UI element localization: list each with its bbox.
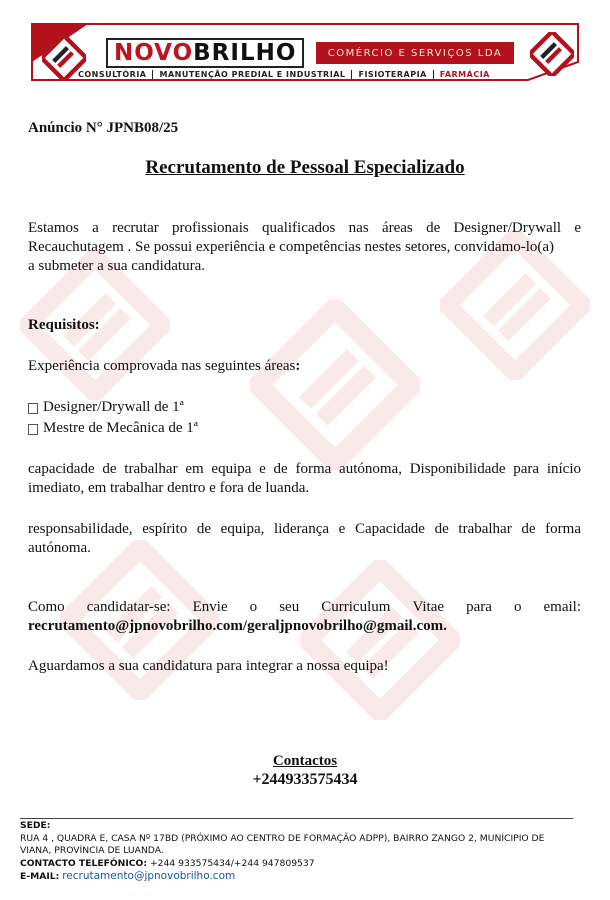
closing-sentence: Aguardamos a sua candidatura para integrar a nossa equipa!: [28, 658, 389, 674]
footer: [20, 820, 580, 884]
list-item-label: Designer/Drywall de 1ª: [43, 399, 184, 415]
apply-word: o: [513, 599, 522, 615]
brand-name-part1: NOVO: [114, 40, 194, 66]
company-logo-icon: [530, 32, 574, 76]
apply-word: seu: [279, 599, 300, 615]
how-to-apply: [28, 598, 581, 636]
letterhead: [28, 22, 582, 82]
experience-text: Experiência comprovada nas seguintes áreas: [28, 358, 296, 374]
service-item: FARMÁCIA: [439, 70, 490, 79]
contacts-phone[interactable]: +244933575434: [252, 771, 358, 788]
intro-line: Recauchutagem . Se possui experiência e competências nestes setores, convidamo-lo(a): [28, 239, 555, 255]
company-type-banner: COMÉRCIO E SERVIÇOS LDA: [316, 42, 514, 64]
paragraph-line: responsabilidade, espírito de equipa, liderança e Capacidade de trabalhar de forma: [28, 521, 581, 537]
watermark-logo: [300, 560, 460, 720]
watermark-logo: [250, 300, 420, 470]
apply-word: Como: [28, 599, 65, 615]
list-item-label: Mestre de Mecânica de 1ª: [43, 420, 198, 436]
phone-label: CONTACTO TELEFÓNICO:: [20, 857, 148, 869]
service-item: FISIOTERAPIA: [352, 70, 433, 79]
contacts-heading: Contactos: [272, 753, 338, 769]
page-title: Recrutamento de Pessoal Especializado: [145, 157, 465, 178]
paragraph-line: imediato, em trabalhar dentro e fora de luanda.: [28, 480, 310, 496]
apply-word: candidatar-se:: [86, 599, 171, 615]
sede-label: SEDE:: [20, 820, 51, 831]
apply-word: para: [466, 599, 492, 615]
address-line: RUA 4 , QUADRA E, CASA Nº 17BD (PRÓXIMO AO CENTRO DE FORMAÇÃO ADPP), BAIRRO ZANGO 2, MUNÍCIPIO DE: [20, 832, 545, 844]
announcement-number: Anúncio N° JPNB08/25: [28, 120, 179, 136]
checkbox-icon: [28, 424, 38, 435]
apply-emails[interactable]: recrutamento@jpnovobrilho.com/geraljpnovobrilho@gmail.com.: [28, 618, 447, 634]
brand-name: [106, 38, 304, 68]
apply-word: Envie: [192, 599, 228, 615]
address-line: VIANA, PROVÍNCIA DE LUANDA.: [20, 845, 164, 856]
brand-name-part2: BRILHO: [193, 40, 297, 66]
email-link[interactable]: recrutamento@jpnovobrilho.com: [62, 870, 236, 882]
qualities-paragraph: [28, 520, 581, 558]
intro-paragraph: [28, 219, 581, 276]
service-item: MANUTENÇÃO PREDIAL E INDUSTRIAL: [153, 70, 352, 79]
requirements-heading: Requisitos:: [28, 317, 100, 333]
apply-word: Vitae: [412, 599, 445, 615]
intro-line: Estamos a recrutar profissionais qualificados nas áreas de Designer/Drywall e: [28, 220, 581, 236]
skills-paragraph: [28, 460, 581, 498]
phone-values[interactable]: +244 933575434/+244 947809537: [149, 857, 315, 869]
experience-label: [28, 357, 300, 376]
service-item: CONSULTÓRIA: [72, 70, 153, 79]
apply-word: o: [249, 599, 258, 615]
intro-line: a submeter a sua candidatura.: [28, 258, 206, 274]
apply-word: Curriculum: [321, 599, 391, 615]
apply-instruction: [28, 598, 581, 617]
paragraph-line: autónoma.: [28, 540, 91, 556]
services-list: [72, 68, 518, 81]
footer-divider: [20, 818, 573, 819]
paragraph-line: capacidade de trabalhar em equipa e de forma autónoma, Disponibilidade para início: [28, 461, 581, 477]
list-item: [28, 419, 198, 438]
checkbox-icon: [28, 403, 38, 414]
list-item: [28, 398, 184, 417]
email-label: E-MAIL:: [20, 871, 60, 882]
apply-word: email:: [543, 599, 581, 615]
experience-colon: :: [295, 358, 301, 374]
